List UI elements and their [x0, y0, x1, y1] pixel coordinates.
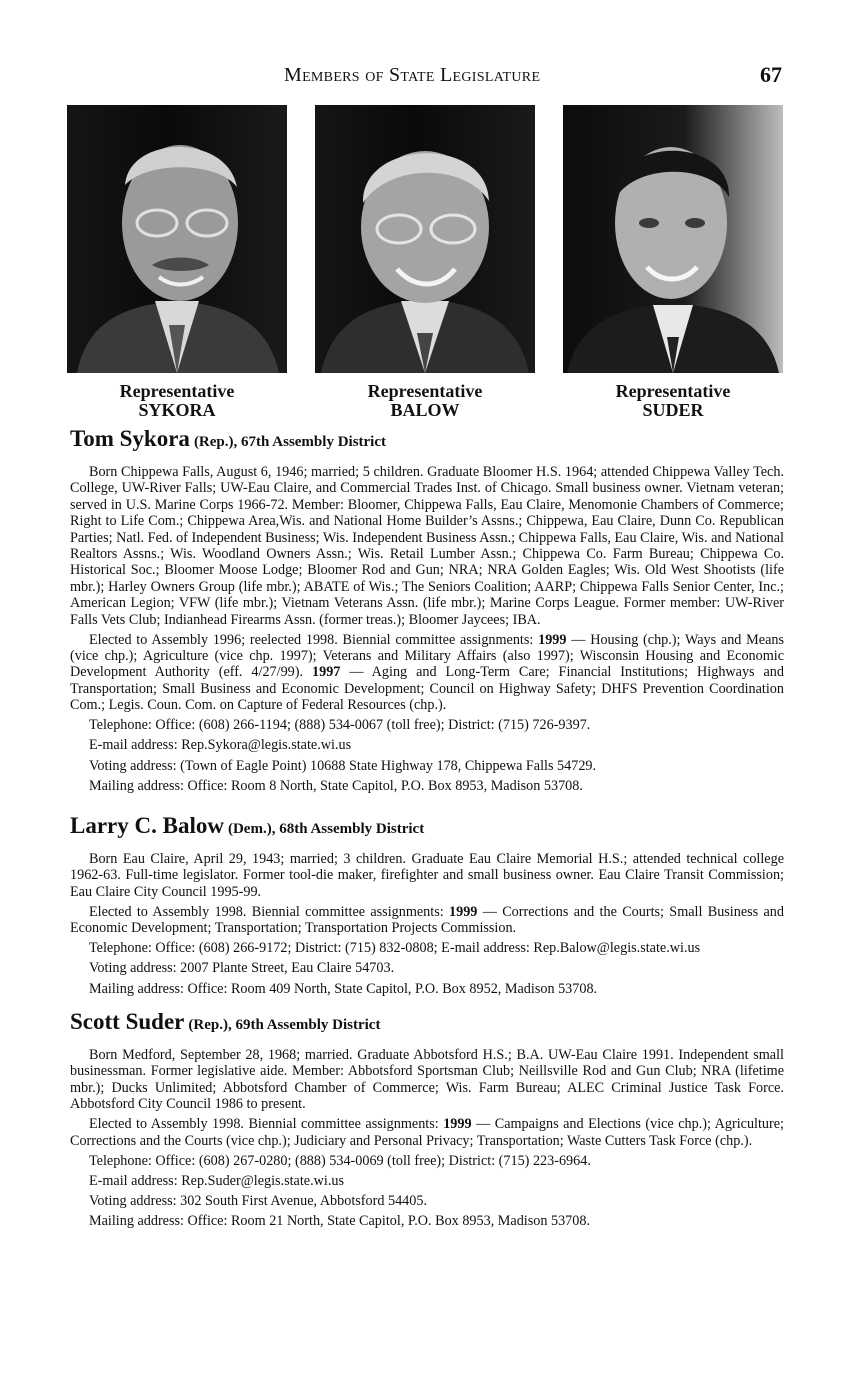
portrait-suder: [563, 105, 783, 420]
caption-role: Representative: [119, 381, 235, 401]
member-entry-suder: [70, 1008, 784, 1233]
member-email: E-mail address: Rep.Suder@legis.state.wi.us: [89, 1172, 344, 1189]
member-voting-address: Voting address: 2007 Plante Street, Eau Claire 54703.: [89, 960, 395, 977]
member-biography: Born Eau Claire, April 29, 1943; married; 3 children. Graduate Eau Claire Memorial H.S.; attended technical college 1962-63. Full-time legislator. Former tool-die maker, firefighter and small business owner. Eau Claire Transit Commission; Eau Claire City Council 1995-99.: [70, 851, 784, 900]
member-email: E-mail address: Rep.Sykora@legis.state.wi.us: [89, 737, 352, 754]
member-entry-sykora: [70, 425, 784, 798]
member-committees: Elected to Assembly 1996; reelected 1998. Biennial committee assignments: 1999 — Housing (chp.); Ways and Means (vice chp.); Agriculture (vice chp. 1997); Veterans and Military Affairs (also 1997); Wisconsin Housing and Economic Development Authority (eff. 4/27/99). 1997 — Aging and Long-Term Care; Financial Institutions; Highways and Transportation; Small Business and Economic Development; Council on Highway Safety; DHFS Prevention Coordination Com.; Legis. Coun. Com. on Capture of Federal Resources (chp.).: [70, 631, 784, 714]
member-mailing-address: Mailing address: Office: Room 8 North, State Capitol, P.O. Box 8953, Madison 53708.: [89, 777, 583, 794]
member-heading: [70, 1008, 784, 1039]
member-telephone: Telephone: Office: (608) 266-1194; (888) 534-0067 (toll free); District: (715) 726-9397.: [89, 717, 591, 734]
caption-role: Representative: [615, 381, 731, 401]
member-name: Tom Sykora: [70, 426, 190, 451]
portrait-silhouette-icon: [315, 105, 535, 373]
committee-year: 1999: [443, 1116, 472, 1133]
committee-year: 1999: [449, 903, 478, 920]
member-heading: [70, 425, 784, 456]
member-biography: Born Chippewa Falls, August 6, 1946; married; 5 children. Graduate Bloomer H.S. 1964; attended Chippewa Valley Tech. College, UW-River Falls; UW-Eau Claire, and Commercial Trades Inst. of Chicago. Small business owner. Vietnam veteran; served in U.S. Marine Corps 1966-72. Member: Bloomer, Chippewa Falls, Eau Claire, Menomonie Chambers of Commerce; Right to Life Com.; Chippewa Area,Wis. and National Home Builder’s Assns.; Chippewa, Eau Claire, Dunn Co. Republican Parties; Natl. Fed. of Independent Business; Wis. Independent Business Assn.; Chippewa Falls, Eau Claire, Wis. and National Realtors Assns.; Wis. Woodland Owners Assn.; Wis. Retail Lumber Assn.; Chippewa Co. Farm Bureau; Chippewa Co. Historical Soc.; Bloomer Moose Lodge; Bloomer Rod and Gun; NRA; NRA Golden Eagles; Wis. Old West Shootists (life mbr.); Harley Owners Group (life mbr.); ABATE of Wis.; The Seniors Coalition; AARP; Chippewa Falls Senior Center, Inc.; American Legion; VFW (life mbr.); Vietnam Veterans Assn. (life mbr.); Marine Corps League. Former member: UW-River Falls Vets Club; Indianhead Firearms Assn. (former treas.); Bloomer Jaycees; IBA.: [70, 464, 784, 628]
committee-year: 1997: [312, 664, 341, 681]
portrait-caption-suder: [563, 382, 783, 420]
member-voting-address: Voting address: 302 South First Avenue, Abbotsford 54405.: [89, 1193, 428, 1210]
member-heading: [70, 812, 784, 843]
portrait-caption-sykora: [67, 382, 287, 420]
member-district: (Rep.), 69th Assembly District: [188, 1017, 381, 1033]
caption-name: SUDER: [642, 400, 704, 420]
caption-name: BALOW: [390, 400, 460, 420]
portrait-photo-sykora: [67, 105, 287, 373]
running-title: Members of State Legislature: [284, 64, 541, 86]
portrait-silhouette-icon: [563, 105, 783, 373]
member-voting-address: Voting address: (Town of Eagle Point) 10688 State Highway 178, Chippewa Falls 54729.: [89, 757, 597, 774]
member-telephone: Telephone: Office: (608) 267-0280; (888) 534-0069 (toll free); District: (715) 223-6964.: [89, 1152, 591, 1169]
member-district: (Dem.), 68th Assembly District: [227, 821, 425, 837]
portrait-photo-balow: [315, 105, 535, 373]
portrait-balow: [315, 105, 535, 420]
caption-role: Representative: [367, 381, 483, 401]
caption-name: SYKORA: [138, 400, 216, 420]
page-number: 67: [760, 62, 782, 87]
portrait-silhouette-icon: [67, 105, 287, 373]
page-header: [70, 62, 784, 92]
member-biography: Born Medford, September 28, 1968; married. Graduate Abbotsford H.S.; B.A. UW-Eau Claire 1991. Independent small businessman. Former legislative aide. Member: Abbotsford Sportsman Club; Neillsville Rod and Gun Club; NRA (lifetime mbr.); Ducks Unlimited; Abbotsford Chamber of Commerce; Wis. Farm Bureau; ALEC Criminal Justice Task Force. Abbotsford City Council 1986 to present.: [70, 1047, 784, 1113]
portrait-row: [67, 105, 783, 425]
member-name: Larry C. Balow: [70, 813, 224, 838]
committee-year: 1999: [538, 631, 567, 648]
portrait-sykora: [67, 105, 287, 420]
member-district: (Rep.), 67th Assembly District: [193, 434, 387, 450]
portrait-photo-suder: [563, 105, 783, 373]
member-mailing-address: Mailing address: Office: Room 409 North, State Capitol, P.O. Box 8952, Madison 53708.: [89, 980, 598, 997]
member-entry-balow: [70, 812, 784, 1001]
portrait-caption-balow: [315, 382, 535, 420]
member-mailing-address: Mailing address: Office: Room 21 North, State Capitol, P.O. Box 8953, Madison 53708.: [89, 1213, 591, 1230]
member-committees: Elected to Assembly 1998. Biennial committee assignments: 1999 — Corrections and the Courts; Small Business and Economic Development; Transportation; Transportation Projects Commission.: [70, 903, 784, 937]
member-name: Scott Suder: [70, 1009, 185, 1034]
member-telephone: Telephone: Office: (608) 266-9172; District: (715) 832-0808; E-mail address: Rep.Balow@legis.state.wi.us: [89, 940, 701, 957]
member-committees: Elected to Assembly 1998. Biennial committee assignments: 1999 — Campaigns and Elections (vice chp.); Agriculture; Corrections and the Courts (vice chp.); Judiciary and Personal Privacy; Transportation; Waste Cutters Task Force (chp.).: [70, 1116, 784, 1149]
